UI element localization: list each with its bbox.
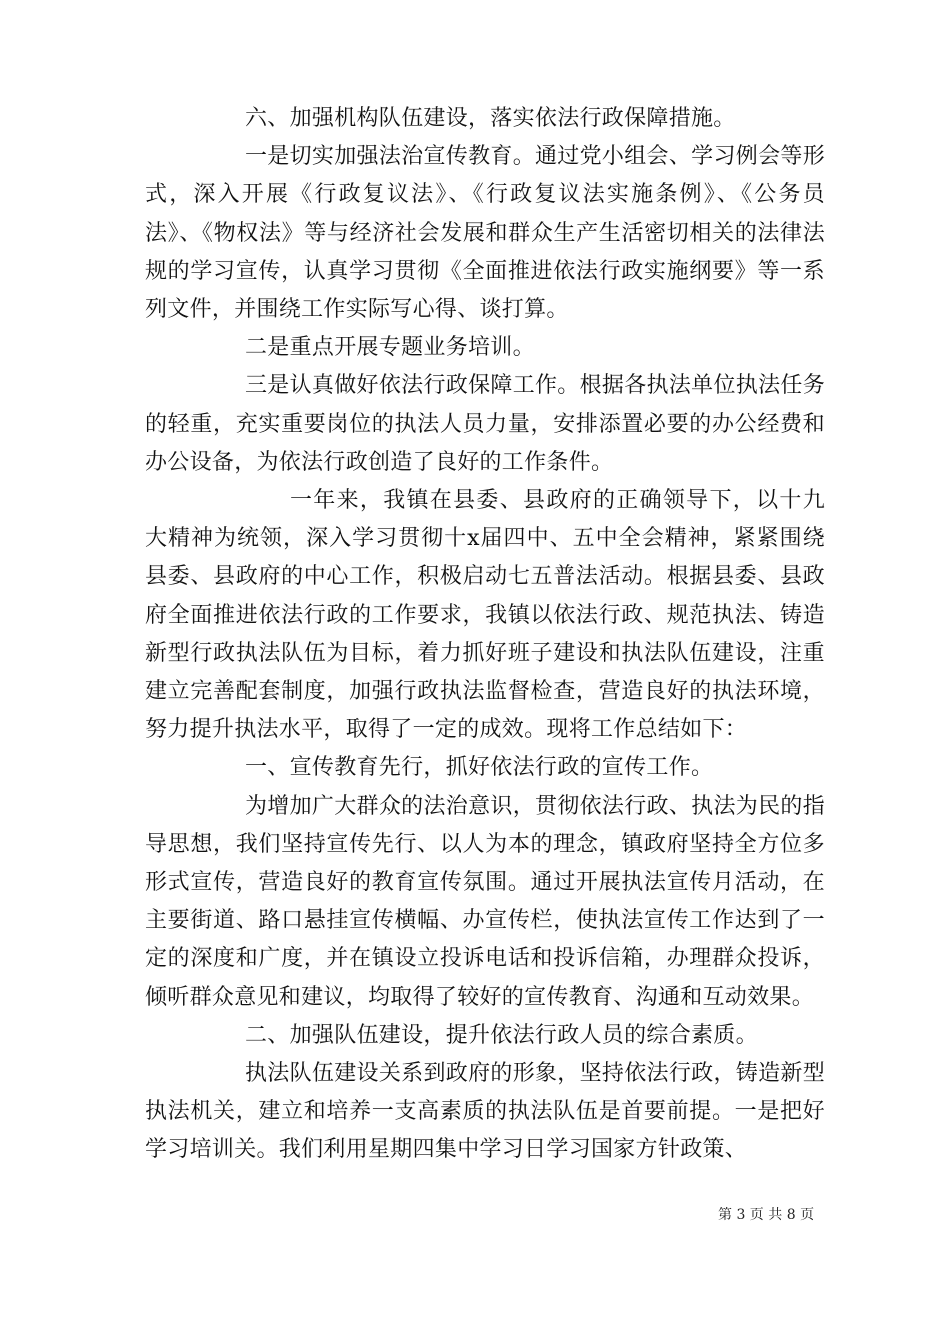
summary-intro-paragraph: 一年来，我镇在县委、县政府的正确领导下，以十九大精神为统领，深入学习贯彻十x届四中、五中全会精神，紧紧围绕县委、县政府的中心工作，积极启动七五普法活动。根据县委、县政府全面推进依法行政的工作要求，我镇以依法行政、规范执法、铸造新型行政执法队伍为目标，着力抓好班子建设和执法队伍建设，注重建立完善配套制度，加强行政执法监督检查，营造良好的执法环境，努力提升执法水平，取得了一定的成效。现将工作总结如下： [145, 488, 825, 743]
document-body [145, 100, 825, 1170]
section-heading-1: 一、宣传教育先行，抓好依法行政的宣传工作。 [245, 755, 714, 781]
body-paragraph: 执法队伍建设关系到政府的形象，坚持依法行政，铸造新型执法机关，建立和培养一支高素质的执法队伍是首要前提。一是把好学习培训关。我们利用星期四集中学习日学习国家方针政策、 [145, 1061, 825, 1163]
body-paragraph: 二是重点开展专题业务培训。 [245, 335, 535, 361]
section-heading-6: 六、加强机构队伍建设，落实依法行政保障措施。 [245, 106, 736, 131]
body-paragraph: 为增加广大群众的法治意识，贯彻依法行政、执法为民的指导思想，我们坚持宣传先行、以人为本的理念，镇政府坚持全方位多形式宣传，营造良好的教育宣传氛围。通过开展执法宣传月活动，在主要街道、路口悬挂宣传横幅、办宣传栏，使执法宣传工作达到了一定的深度和广度，并在镇设立投诉电话和投诉信箱，办理群众投诉，倾听群众意见和建议，均取得了较好的宣传教育、沟通和互动效果。 [145, 793, 825, 1010]
body-paragraph: 三是认真做好依法行政保障工作。根据各执法单位执法任务的轻重，充实重要岗位的执法人员力量，安排添置必要的办公经费和办公设备，为依法行政创造了良好的工作条件。 [145, 373, 825, 475]
section-heading-2: 二、加强队伍建设，提升依法行政人员的综合素质。 [245, 1022, 758, 1048]
page-number-footer: 第 3 页 共 8 页 [718, 1207, 815, 1223]
body-paragraph: 一是切实加强法治宣传教育。通过党小组会、学习例会等形式，深入开展《行政复议法》、《行政复议法实施条例》、《公务员法》、《物权法》等与经济社会发展和群众生产生活密切相关的法律法规的学习宣传，认真学习贯彻《全面推进依法行政实施纲要》等一系列文件，并围绕工作实际写心得、谈打算。 [145, 144, 825, 323]
